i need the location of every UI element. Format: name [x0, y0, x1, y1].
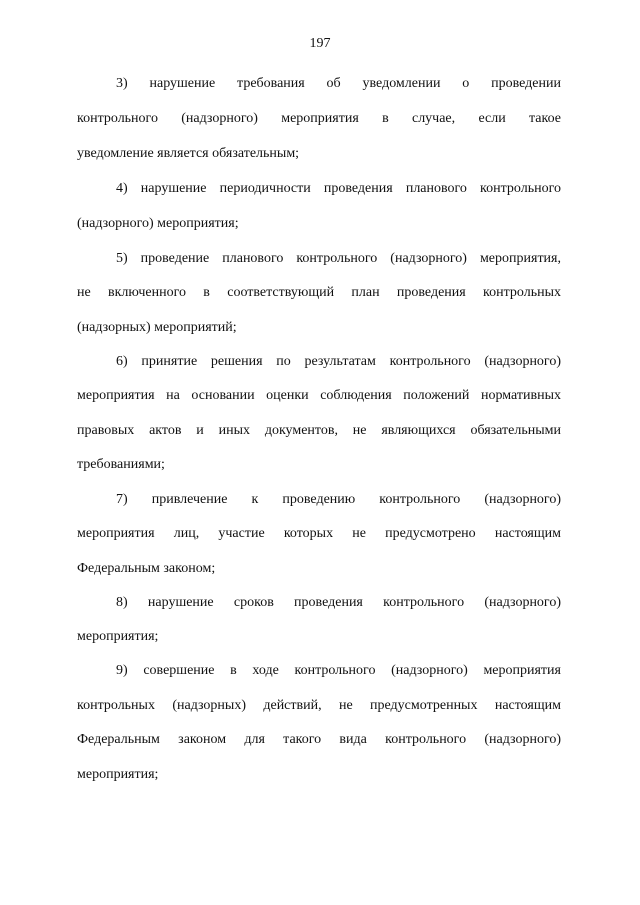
item-5-line-1: 5) проведение планового контрольного (надзорного) мероприятия,	[116, 251, 561, 266]
item-9-line-2: контрольных (надзорных) действий, не предусмотренных настоящим	[77, 698, 561, 713]
item-6-line-1: 6) принятие решения по результатам контрольного (надзорного)	[116, 354, 561, 369]
item-9-line-1: 9) совершение в ходе контрольного (надзорного) мероприятия	[116, 663, 561, 678]
item-7-line-1: 7) привлечение к проведению контрольного (надзорного)	[116, 492, 561, 507]
item-5-line-2: не включенного в соответствующий план проведения контрольных	[77, 285, 561, 300]
item-6-line-4: требованиями;	[77, 457, 165, 472]
item-3-line-1: 3) нарушение требования об уведомлении о проведении	[116, 76, 561, 91]
item-9-line-3: Федеральным законом для такого вида контрольного (надзорного)	[77, 732, 561, 747]
page-number: 197	[309, 36, 331, 51]
item-4-line-2: (надзорного) мероприятия;	[77, 216, 239, 231]
item-8-line-2: мероприятия;	[77, 629, 159, 644]
item-6-line-2: мероприятия на основании оценки соблюдения положений нормативных	[77, 388, 561, 403]
item-6-line-3: правовых актов и иных документов, не являющихся обязательными	[77, 423, 561, 438]
item-4-line-1: 4) нарушение периодичности проведения планового контрольного	[116, 181, 561, 196]
item-5-line-3: (надзорных) мероприятий;	[77, 320, 237, 335]
item-8-line-1: 8) нарушение сроков проведения контрольного (надзорного)	[116, 595, 561, 610]
item-3-line-3: уведомление является обязательным;	[77, 146, 300, 161]
item-9-line-4: мероприятия;	[77, 767, 159, 782]
item-3-line-2: контрольного (надзорного) мероприятия в случае, если такое	[77, 111, 561, 126]
item-7-line-3: Федеральным законом;	[77, 561, 216, 576]
item-7-line-2: мероприятия лиц, участие которых не предусмотрено настоящим	[77, 526, 561, 541]
